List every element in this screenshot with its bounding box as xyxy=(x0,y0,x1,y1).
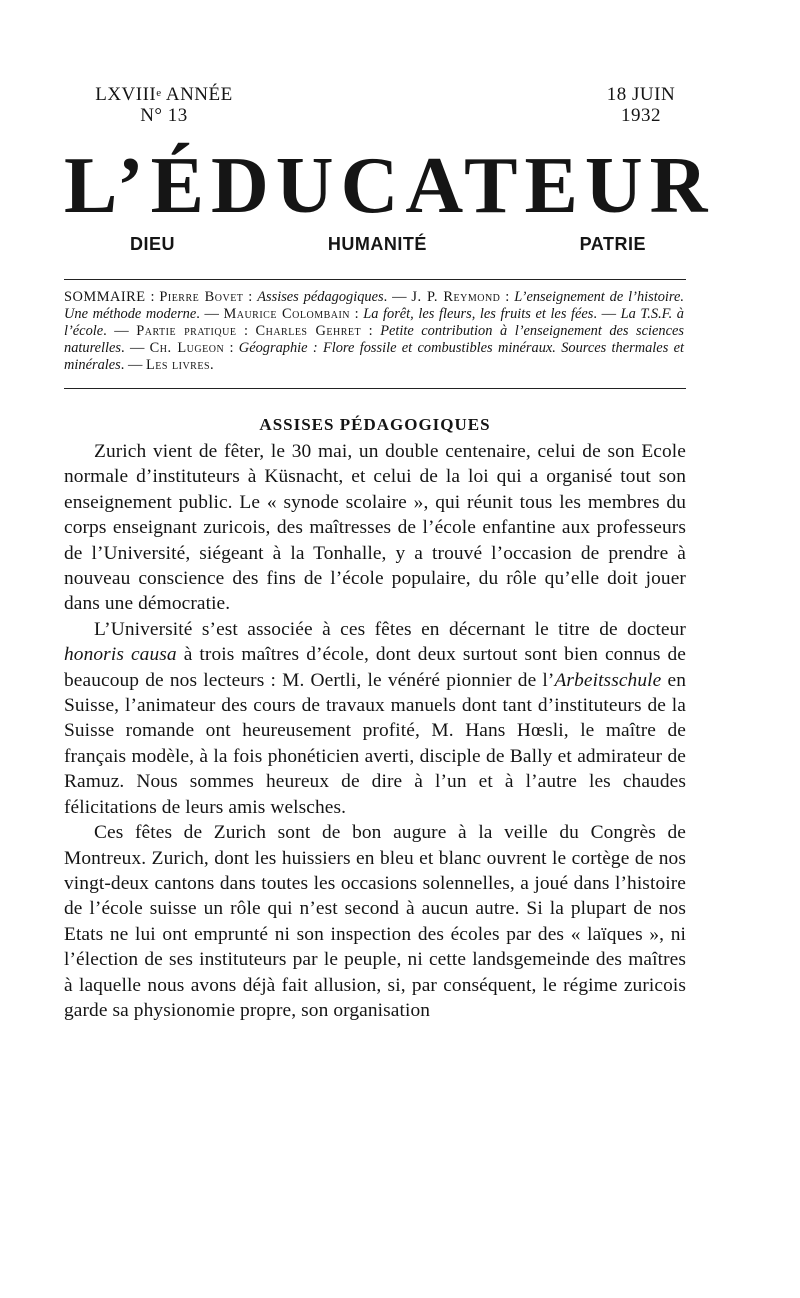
table-of-contents: SOMMAIRE : Pierre Bovet : Assises pédagogiques. — J. P. Reymond : L’enseignement de l’histoire. Une méthode moderne. — Maurice Colombain : La forêt, les fleurs, les fruits et les fées. — La T.S.F. à l’école. — Partie pratique : Charles Gehret : Petite contribution à l’enseignement des sciences naturelles. — Ch. Lugeon : Géographie : Flore fossile et combustibles minéraux. Sources thermales et minérales. — Les livres. xyxy=(64,289,684,373)
motto-word-dieu: DIEU xyxy=(130,234,176,254)
date-year: 1932 xyxy=(621,105,661,126)
paragraph-1: Zurich vient de fêter, le 30 mai, un double centenaire, celui de son Ecole normale d’instituteurs à Küsnacht, et celui de la loi qui a organisé tout son enseignement public. Le « synode scolaire », qui réunit tous les membres du corps enseignant zuricois, des maîtresses de l’école enfantine aux professeurs de l’Université, siégeant à la Tonhalle, y a trouvé l’occasion de prendre à nouveau conscience des fins de l’école populaire, du rôle qu’elle doit jouer dans une démocratie. xyxy=(64,441,686,615)
issue-date xyxy=(596,84,686,126)
paragraph-3: Ces fêtes de Zurich sont de bon augure à la veille du Congrès de Montreux. Zurich, dont les huissiers en bleu et blanc ouvrent le cortège de nos vingt-deux cantons dans toutes les occasions solennelles, a joué dans l’histoire de l’école suisse un rôle qui n’est second à aucun autre. Si la plupart de nos Etats ne lui ont emprunté ni son inspection des écoles par des « laïques », ni l’élection de ses instituteurs par le peuple, ni cette landsgemeinde des maîtres à laquelle nous avons déjà fait allusion, si, par conséquent, le régime zuricois garde sa physionomie propre, son organisation xyxy=(64,822,686,1021)
volume-year: LXVIIIe ANNÉE xyxy=(95,84,233,105)
motto xyxy=(64,234,686,255)
journal-title: L’ÉDUCATEUR xyxy=(64,142,715,230)
journal-page xyxy=(64,84,715,1023)
paragraph-2: L’Université s’est associée à ces fêtes en décernant le titre de docteur honoris causa à trois maîtres d’école, dont deux surtout sont bien connus de beaucoup de nos lecteurs : M. Oertli, le vénéré pionnier de l’Arbeitsschule en Suisse, l’animateur des cours de travaux manuels dont tant d’instituteurs de la Suisse romande ont heureusement profité, M. Hans Hœsli, le maître de français modèle, à la fois phonéticien averti, disciple de Bally et admirateur de Ramuz. Nous sommes heureux de dire à l’un et à l’autre les chaudes félicitations de leurs amis welsches. xyxy=(64,618,687,818)
motto-word-patrie: PATRIE xyxy=(579,234,646,254)
divider-bottom xyxy=(64,388,686,389)
article-title: ASSISES PÉDAGOGIQUES xyxy=(259,415,491,434)
issue-header xyxy=(64,84,686,126)
issue-number: N° 13 xyxy=(140,105,188,126)
date-day-month: 18 JUIN xyxy=(606,84,676,105)
divider-top xyxy=(64,279,686,280)
article-body xyxy=(64,439,686,1023)
motto-word-humanite: HUMANITÉ xyxy=(327,234,427,254)
volume-info xyxy=(64,84,264,126)
